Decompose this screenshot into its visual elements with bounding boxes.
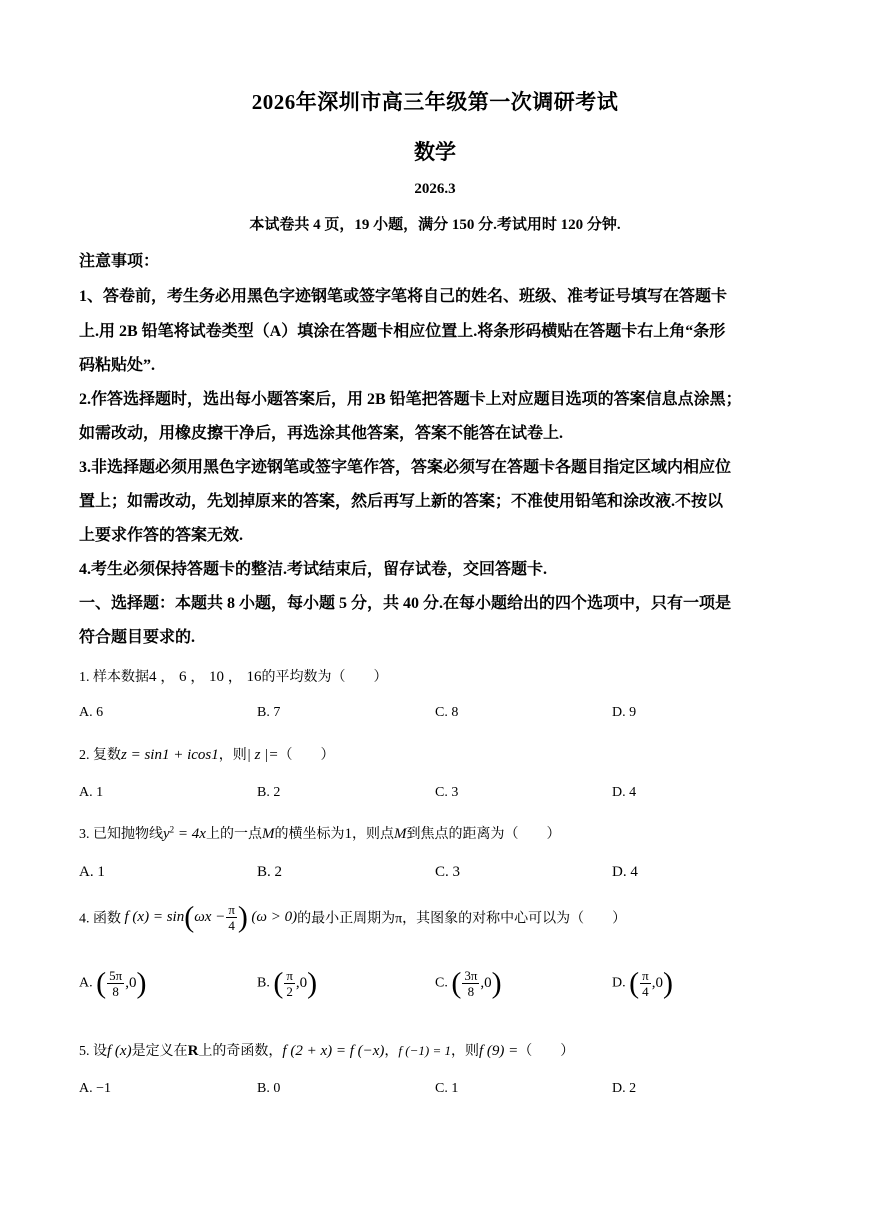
fraction-denominator: 4 <box>642 984 649 999</box>
right-paren: ) <box>491 966 502 1000</box>
option-label: C. <box>435 975 448 991</box>
right-paren: ) <box>136 966 147 1000</box>
notes-line: 置上；如需改动，先划掉原来的答案，然后再写上新的答案；不准使用铅笔和涂改液.不按以 <box>79 493 724 510</box>
stem-text: 到焦点的距离为（ ） <box>406 827 561 842</box>
option-tail: ,0 <box>651 975 663 991</box>
question-1-stem <box>79 665 388 686</box>
fraction-numerator: π <box>286 968 293 983</box>
option-label: D. <box>612 975 626 991</box>
option-c[interactable]: C. 8 <box>435 705 459 720</box>
fraction-numerator: π <box>642 968 649 983</box>
notes-line: 4.考生必须保持答题卡的整洁.考试结束后，留存试卷，交回答题卡. <box>79 561 548 578</box>
stem-text: ，则 <box>451 1044 479 1059</box>
question-3-stem <box>79 823 560 843</box>
fraction-denominator: 8 <box>467 984 475 999</box>
stem-text: 上的一点 <box>205 827 262 842</box>
stem-text: 上的奇函数， <box>198 1044 283 1059</box>
omega-condition: (ω > 0) <box>251 909 298 925</box>
option-d[interactable]: D. 4 <box>612 864 638 880</box>
option-d[interactable]: D. 2 <box>612 1081 637 1096</box>
left-paren: ( <box>629 966 640 1000</box>
stem-text: 是定义在 <box>131 1044 188 1059</box>
value-expression: f (−1) = 1 <box>398 1043 451 1058</box>
sample-values: 4 ， 6 ， 10 ， 16 <box>149 669 262 685</box>
option-label: A. <box>79 975 93 991</box>
option-d[interactable] <box>612 968 673 999</box>
fraction-numerator: 3π <box>464 968 478 983</box>
option-label: B. <box>257 975 270 991</box>
question-2-stem <box>79 744 334 764</box>
fraction-denominator: 8 <box>112 984 119 999</box>
separator: ， <box>384 1044 399 1059</box>
stem-text: 1. 样本数据 <box>79 670 149 685</box>
stem-text: 的平均数为（ ） <box>261 670 388 685</box>
question-4-stem <box>79 902 626 933</box>
option-a[interactable]: A. −1 <box>79 1081 112 1096</box>
stem-text: 的最小正周期为π，其图象的对称中心可以为（ ） <box>297 911 627 927</box>
function-expression: f (x) <box>107 1043 132 1059</box>
option-b[interactable] <box>257 968 317 999</box>
function-expression: f (x) = sin <box>124 909 185 925</box>
fraction-denominator: 4 <box>228 918 235 933</box>
fraction-denominator: 2 <box>286 984 293 999</box>
left-paren: ( <box>451 966 462 1000</box>
stem-text: 5. 设 <box>79 1044 107 1059</box>
exam-info: 本试卷共 4 页，19 小题，满分 150 分.考试用时 120 分钟. <box>249 217 621 233</box>
notes-line: 如需改动，用橡皮擦干净后，再选涂其他答案，答案不能答在试卷上. <box>79 425 564 442</box>
exam-title: 2026年深圳市高三年级第一次调研考试 <box>251 90 619 114</box>
point-label: M <box>261 826 275 842</box>
stem-text: （ ） <box>278 748 335 763</box>
option-b[interactable]: B. 7 <box>257 705 281 720</box>
option-fraction <box>284 968 295 999</box>
notes-line: 2.作答选择题时，选出每小题答案后，用 2B 铅笔把答题卡上对应题目选项的答案信息点涂黑； <box>79 391 742 408</box>
notes-line: 1、答卷前，考生务必用黑色字迹钢笔或签字笔将自己的姓名、班级、准考证号填写在答题卡 <box>79 288 728 305</box>
notes-heading: 注意事项： <box>79 253 160 270</box>
left-paren: ( <box>273 966 284 1000</box>
option-a[interactable]: A. 1 <box>79 864 105 880</box>
left-paren: ( <box>96 966 107 1000</box>
option-d[interactable]: D. 9 <box>612 705 637 720</box>
parabola-expression: y <box>163 826 170 842</box>
option-b[interactable]: B. 2 <box>257 864 283 880</box>
option-c[interactable]: C. 1 <box>435 1081 459 1096</box>
right-paren: ) <box>307 966 318 1000</box>
function-argument: ωx − <box>194 909 226 925</box>
exponent: 2 <box>169 824 175 835</box>
option-fraction <box>462 968 479 999</box>
right-paren: ) <box>662 966 673 1000</box>
option-fraction <box>107 968 124 999</box>
notes-line: 上.用 2B 铅笔将试卷类型（A）填涂在答题卡相应位置上.将条形码横贴在答题卡右上角“条形 <box>79 323 726 340</box>
section-heading: 一、选择题：本题共 8 小题，每小题 5 分，共 40 分.在每小题给出的四个选项中，只有一项是 <box>79 595 732 612</box>
option-a[interactable]: A. 1 <box>79 785 104 800</box>
right-paren: ) <box>237 900 248 934</box>
option-tail: ,0 <box>295 975 308 991</box>
stem-text: 3. 已知抛物线 <box>79 827 163 842</box>
stem-text: 4. 函数 <box>79 911 121 927</box>
option-fraction <box>640 968 651 999</box>
modulus-expression: | z |= <box>246 747 279 763</box>
question-5-stem <box>79 1040 574 1060</box>
left-paren: ( <box>184 900 195 934</box>
fraction-numerator: π <box>228 902 235 917</box>
pi-over-4-fraction <box>226 902 237 933</box>
real-set-symbol: R <box>187 1043 199 1059</box>
stem-text: （ ） <box>518 1044 575 1059</box>
notes-line: 上要求作答的答案无效. <box>79 527 244 544</box>
stem-text: 2. 复数 <box>79 748 121 763</box>
point-label: M <box>393 826 407 842</box>
exam-subject: 数学 <box>414 140 456 164</box>
option-b[interactable]: B. 0 <box>257 1081 281 1096</box>
fraction-numerator: 5π <box>109 968 123 983</box>
option-tail: ,0 <box>125 975 137 991</box>
option-b[interactable]: B. 2 <box>257 785 281 800</box>
target-expression: f (9) = <box>479 1043 519 1059</box>
option-c[interactable]: C. 3 <box>435 864 461 880</box>
notes-line: 3.非选择题必须用黑色字迹钢笔或签字笔作答，答案必须写在答题卡各题目指定区域内相应位 <box>79 459 732 476</box>
option-tail: ,0 <box>480 975 492 991</box>
complex-expression: z = sin1 + icos1 <box>121 747 219 763</box>
stem-text: ，则点 <box>351 827 394 842</box>
stem-text: ，则 <box>218 748 247 763</box>
parabola-expression: = 4x <box>174 826 206 842</box>
option-a[interactable]: A. 6 <box>79 705 104 720</box>
option-a[interactable] <box>79 968 146 999</box>
exam-date: 2026.3 <box>414 181 456 197</box>
stem-text: 的横坐标为 <box>274 827 345 842</box>
symmetry-expression: f (2 + x) = f (−x) <box>282 1043 385 1059</box>
coordinate-value: 1 <box>344 826 352 842</box>
notes-line: 码粘贴处”. <box>79 357 156 374</box>
option-d[interactable]: D. 4 <box>612 785 637 800</box>
option-c[interactable]: C. 3 <box>435 785 459 800</box>
option-c[interactable] <box>435 968 502 999</box>
section-heading: 符合题目要求的. <box>79 629 196 646</box>
